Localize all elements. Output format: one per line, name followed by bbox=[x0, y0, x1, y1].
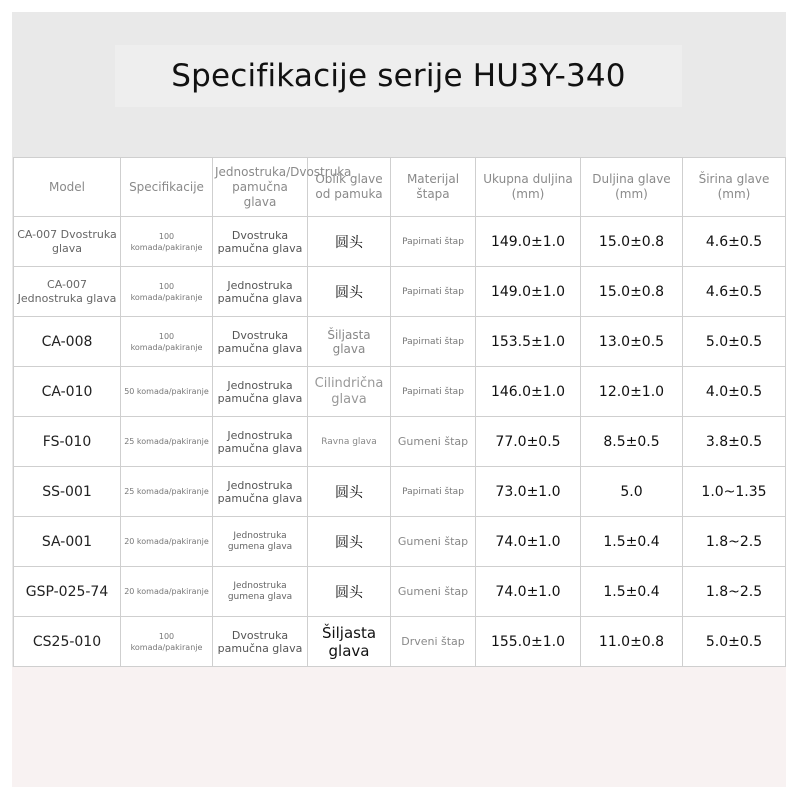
page-title: Specifikacije serije HU3Y-340 bbox=[171, 58, 626, 94]
cell-head-type: Jednostruka pamučna glava bbox=[213, 417, 308, 467]
cell-model: CA-010 bbox=[14, 367, 121, 417]
cell-material: Papirnati štap bbox=[391, 267, 476, 317]
cell-spec: 100 komada/pakiranje bbox=[121, 217, 213, 267]
cell-head-width: 1.8~2.5 bbox=[683, 517, 786, 567]
cell-shape: 圆头 bbox=[308, 517, 391, 567]
table-row bbox=[14, 567, 786, 617]
cell-material: Papirnati štap bbox=[391, 367, 476, 417]
cell-material: Gumeni štap bbox=[391, 417, 476, 467]
specification-table bbox=[13, 157, 786, 667]
cell-shape: 圆头 bbox=[308, 567, 391, 617]
cell-model: CA-008 bbox=[14, 317, 121, 367]
cell-spec: 20 komada/pakiranje bbox=[121, 567, 213, 617]
cell-model: SA-001 bbox=[14, 517, 121, 567]
cell-head-length: 1.5±0.4 bbox=[581, 567, 683, 617]
cell-head-length: 13.0±0.5 bbox=[581, 317, 683, 367]
cell-spec: 100 komada/pakiranje bbox=[121, 317, 213, 367]
header-spec: Specifikacije bbox=[121, 158, 213, 217]
cell-model: FS-010 bbox=[14, 417, 121, 467]
header-head-width: Širina glave (mm) bbox=[683, 158, 786, 217]
cell-model: GSP-025-74 bbox=[14, 567, 121, 617]
cell-total-length: 155.0±1.0 bbox=[476, 617, 581, 667]
cell-spec: 20 komada/pakiranje bbox=[121, 517, 213, 567]
cell-model: CA-007 Jednostruka glava bbox=[14, 267, 121, 317]
table-row bbox=[14, 367, 786, 417]
cell-head-length: 15.0±0.8 bbox=[581, 217, 683, 267]
table-header-row bbox=[14, 158, 786, 217]
cell-total-length: 74.0±1.0 bbox=[476, 517, 581, 567]
cell-material: Drveni štap bbox=[391, 617, 476, 667]
cell-model: CA-007 Dvostruka glava bbox=[14, 217, 121, 267]
table-row bbox=[14, 317, 786, 367]
cell-head-width: 1.0~1.35 bbox=[683, 467, 786, 517]
cell-total-length: 149.0±1.0 bbox=[476, 217, 581, 267]
table-row bbox=[14, 617, 786, 667]
cell-head-width: 4.6±0.5 bbox=[683, 217, 786, 267]
cell-total-length: 74.0±1.0 bbox=[476, 567, 581, 617]
header-head-type: Jednostruka/Dvostruka pamučna glava bbox=[213, 158, 308, 217]
table-row bbox=[14, 517, 786, 567]
cell-material: Gumeni štap bbox=[391, 517, 476, 567]
cell-head-length: 15.0±0.8 bbox=[581, 267, 683, 317]
header-shape: Oblik glave od pamuka bbox=[308, 158, 391, 217]
cell-total-length: 149.0±1.0 bbox=[476, 267, 581, 317]
cell-head-type: Dvostruka pamučna glava bbox=[213, 317, 308, 367]
cell-head-type: Jednostruka pamučna glava bbox=[213, 367, 308, 417]
cell-shape: Ravna glava bbox=[308, 417, 391, 467]
table-row bbox=[14, 417, 786, 467]
cell-head-length: 8.5±0.5 bbox=[581, 417, 683, 467]
cell-head-width: 4.0±0.5 bbox=[683, 367, 786, 417]
cell-head-type: Jednostruka pamučna glava bbox=[213, 267, 308, 317]
cell-head-type: Jednostruka gumena glava bbox=[213, 517, 308, 567]
cell-material: Papirnati štap bbox=[391, 317, 476, 367]
cell-material: Gumeni štap bbox=[391, 567, 476, 617]
table-row bbox=[14, 467, 786, 517]
cell-head-length: 1.5±0.4 bbox=[581, 517, 683, 567]
cell-spec: 100 komada/pakiranje bbox=[121, 267, 213, 317]
cell-head-width: 3.8±0.5 bbox=[683, 417, 786, 467]
cell-total-length: 77.0±0.5 bbox=[476, 417, 581, 467]
cell-spec: 50 komada/pakiranje bbox=[121, 367, 213, 417]
header-head-length: Duljina glave (mm) bbox=[581, 158, 683, 217]
background-panel-bottom bbox=[12, 667, 786, 787]
title-banner bbox=[115, 45, 682, 107]
header-model: Model bbox=[14, 158, 121, 217]
cell-head-type: Jednostruka pamučna glava bbox=[213, 467, 308, 517]
cell-shape: 圆头 bbox=[308, 267, 391, 317]
cell-shape: Cilindrična glava bbox=[308, 367, 391, 417]
cell-model: CS25-010 bbox=[14, 617, 121, 667]
cell-head-width: 4.6±0.5 bbox=[683, 267, 786, 317]
cell-head-length: 5.0 bbox=[581, 467, 683, 517]
cell-spec: 25 komada/pakiranje bbox=[121, 467, 213, 517]
cell-shape: 圆头 bbox=[308, 217, 391, 267]
cell-total-length: 146.0±1.0 bbox=[476, 367, 581, 417]
header-material: Materijal štapa bbox=[391, 158, 476, 217]
cell-head-length: 11.0±0.8 bbox=[581, 617, 683, 667]
cell-head-type: Jednostruka gumena glava bbox=[213, 567, 308, 617]
cell-head-width: 5.0±0.5 bbox=[683, 617, 786, 667]
cell-head-width: 1.8~2.5 bbox=[683, 567, 786, 617]
cell-spec: 25 komada/pakiranje bbox=[121, 417, 213, 467]
header-total-length: Ukupna duljina (mm) bbox=[476, 158, 581, 217]
cell-model: SS-001 bbox=[14, 467, 121, 517]
cell-shape: Šiljasta glava bbox=[308, 317, 391, 367]
cell-shape: 圆头 bbox=[308, 467, 391, 517]
table-row bbox=[14, 217, 786, 267]
cell-total-length: 73.0±1.0 bbox=[476, 467, 581, 517]
cell-spec: 100 komada/pakiranje bbox=[121, 617, 213, 667]
cell-head-length: 12.0±1.0 bbox=[581, 367, 683, 417]
table-row bbox=[14, 267, 786, 317]
cell-material: Papirnati štap bbox=[391, 467, 476, 517]
cell-head-type: Dvostruka pamučna glava bbox=[213, 217, 308, 267]
cell-head-type: Dvostruka pamučna glava bbox=[213, 617, 308, 667]
cell-shape: Šiljasta glava bbox=[308, 617, 391, 667]
cell-total-length: 153.5±1.0 bbox=[476, 317, 581, 367]
cell-material: Papirnati štap bbox=[391, 217, 476, 267]
cell-head-width: 5.0±0.5 bbox=[683, 317, 786, 367]
